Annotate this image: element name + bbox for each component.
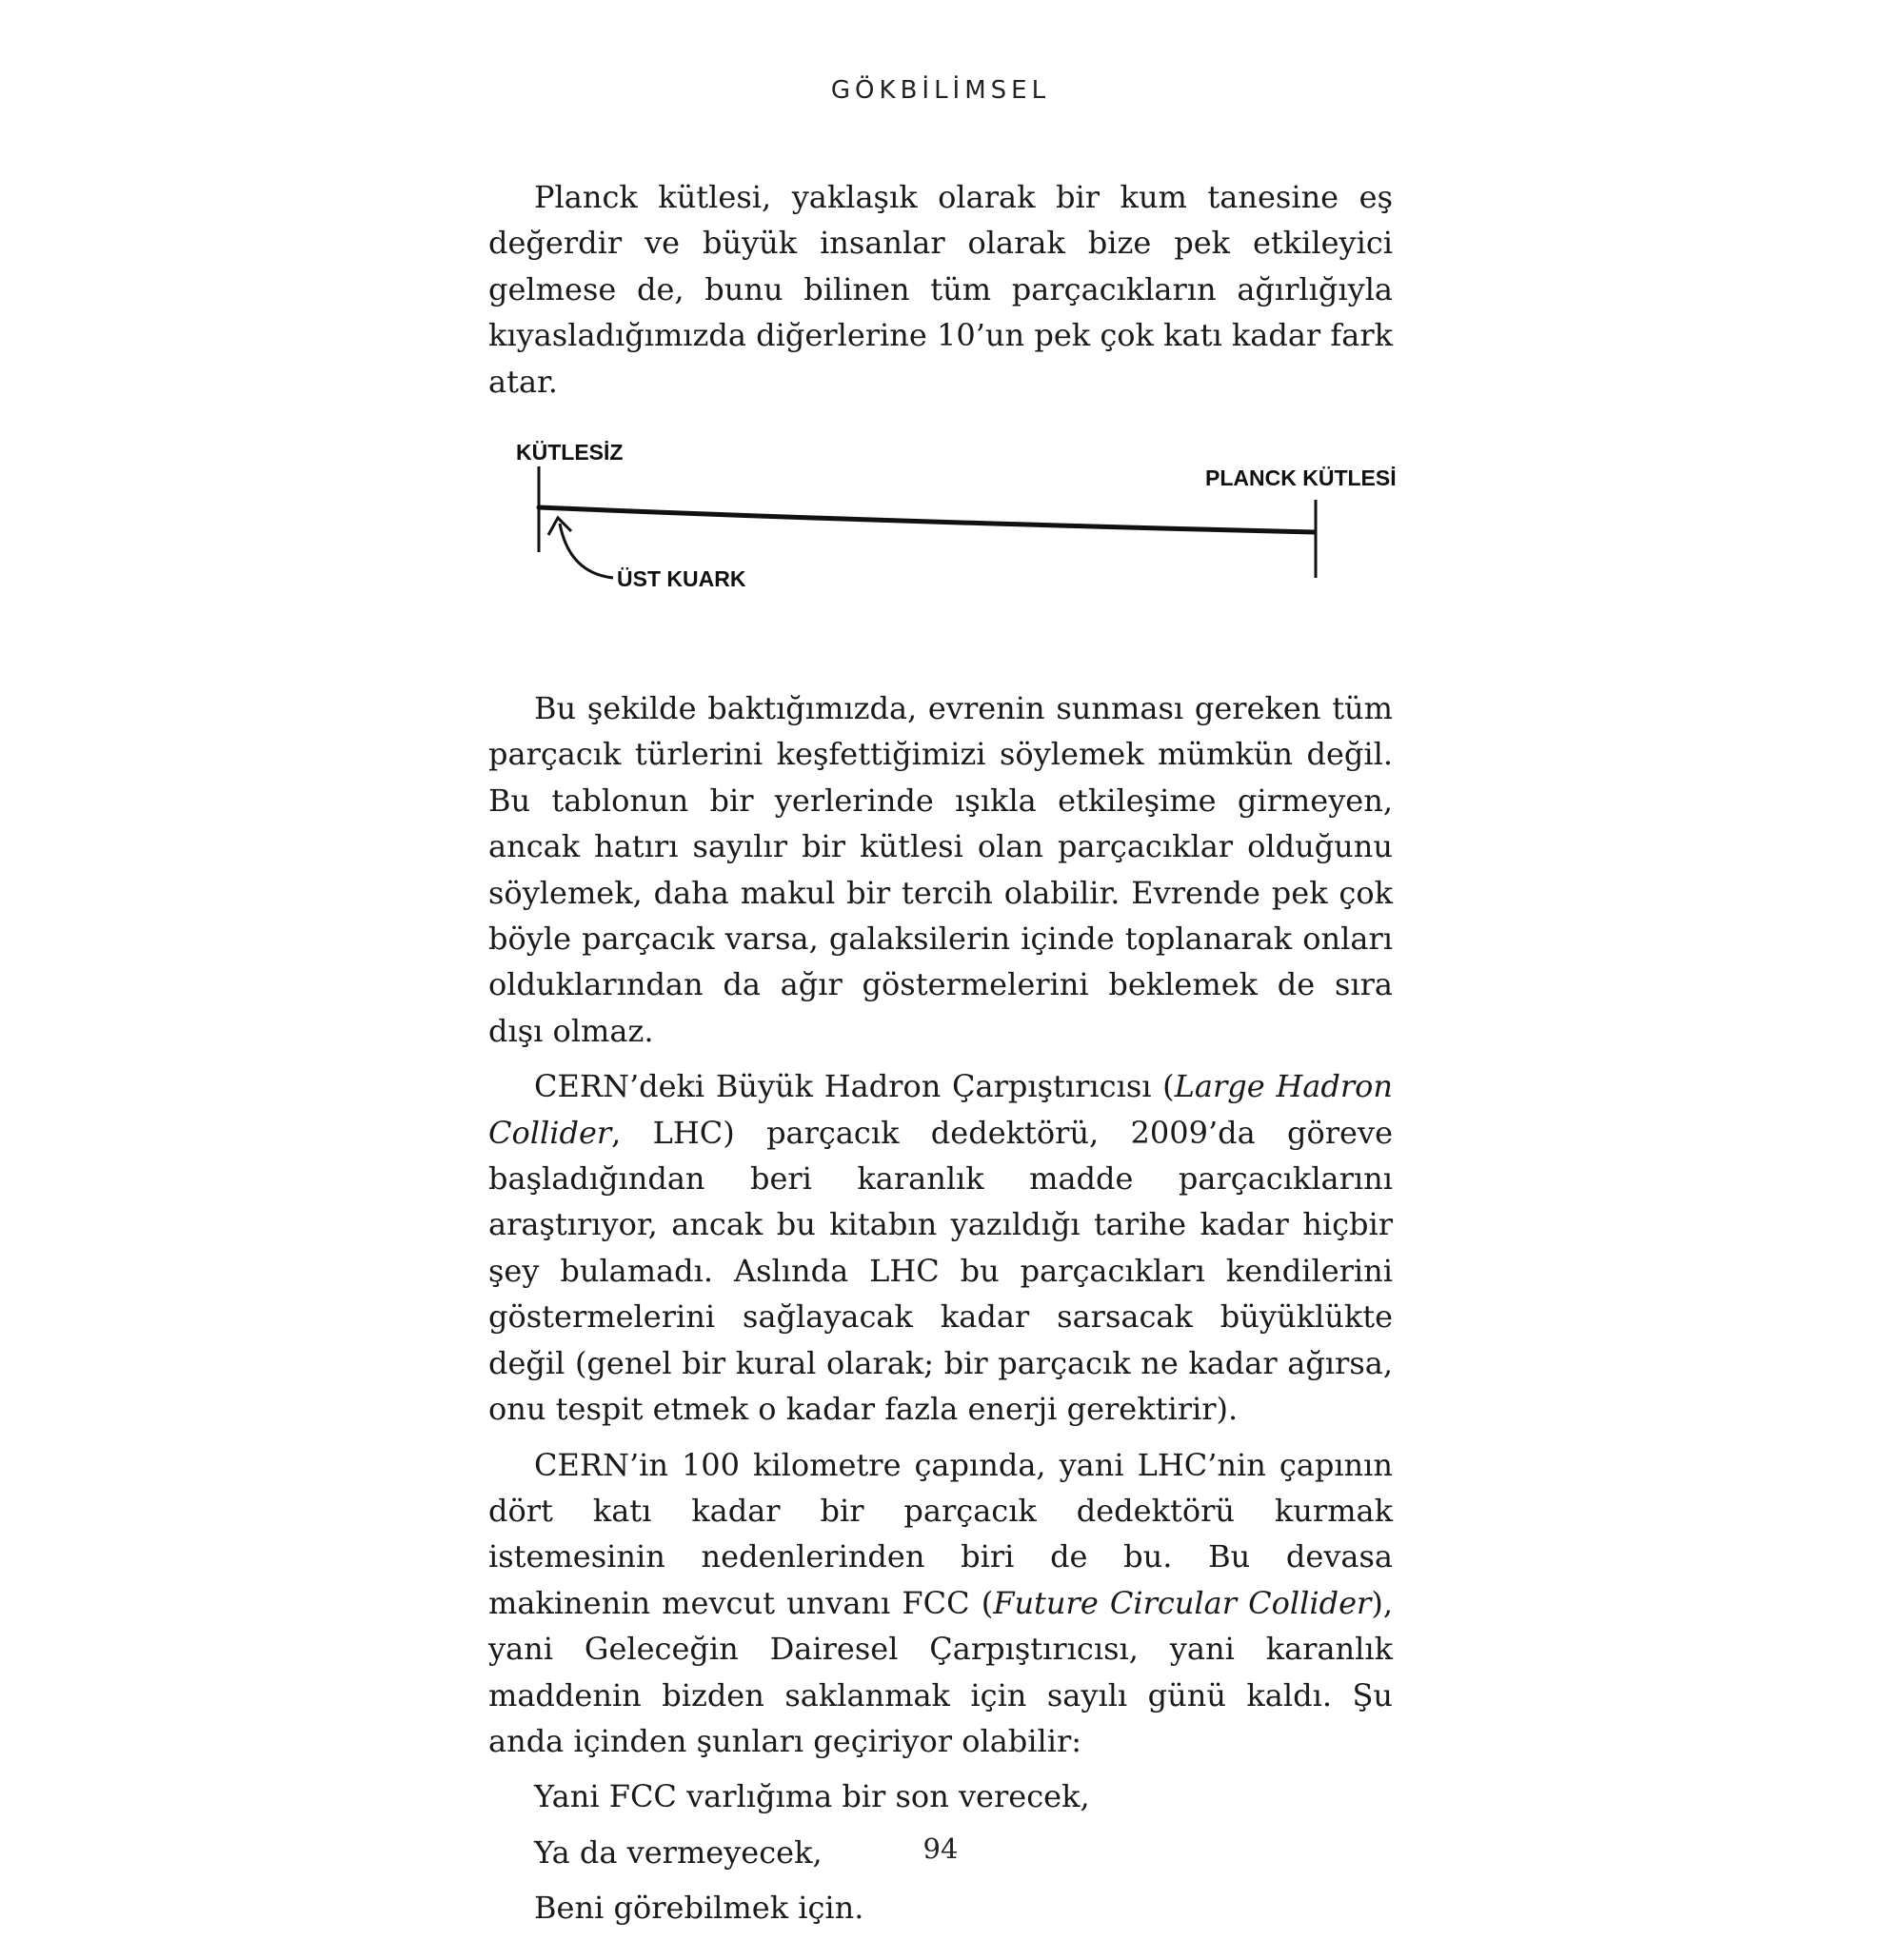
verse-line: Beni görebilmek için. <box>534 1890 864 1927</box>
lhc-italic-name: Large Hadron Collider <box>488 1068 1394 1151</box>
verse-line: Yani FCC varlığıma bir son verecek, <box>534 1778 1090 1815</box>
fcc-text-start: CERN’in 100 kilometre çapında, yani LHC’nin çapının dört katı kadar bir parçacık dedektörü kurmak istemesinin nedenlerinden biri de bu. Bu devasa makinenin mevcut unvanı FCC ( <box>488 1446 1393 1621</box>
paragraph-lhc <box>488 1063 1393 1432</box>
label-massless: KÜTLESİZ <box>516 440 624 465</box>
text-block-main <box>488 685 1393 1941</box>
text-block-top <box>488 174 1393 414</box>
verse-line: Ya da vermeyecek, <box>534 1833 823 1871</box>
mass-scale-diagram <box>495 428 1409 619</box>
lhc-text-start: CERN’deki Büyük Hadron Çarpıştırıcısı ( <box>534 1068 1175 1105</box>
top-quark-pointer-arrow <box>560 524 613 578</box>
fcc-text-end: ), yani Geleceğin Dairesel Çarpıştırıcısı, yani karanlık maddenin bizden saklanmak için sayılı günü kaldı. Şu anda içinden şunları geçiriyor olabilir: <box>488 1584 1394 1759</box>
page-number: 94 <box>922 1832 959 1865</box>
lhc-text-end: , LHC) parçacık dedektörü, 2009’da göreve başladığından beri karanlık madde parçacıklarını araştırıyor, ancak bu kitabın yazıldığı tarihe kadar hiçbir şey bulamadı. Aslında LHC bu parçacıkları kendilerini göstermelerini sağlayacak kadar sarsacak büyüklükte değil (genel bir kural olarak; bir parçacık ne kadar ağırsa, onu tespit etmek o kadar fazla enerji gerektirir). <box>488 1114 1393 1428</box>
label-top-quark: ÜST KUARK <box>617 566 746 591</box>
label-planck-mass: PLANCK KÜTLESİ <box>1205 465 1397 490</box>
running-head: GÖKBİLİMSEL <box>830 76 1051 105</box>
mass-scale-line <box>539 507 1314 532</box>
mass-scale-figure <box>495 428 1409 619</box>
fcc-italic-name: Future Circular Collider <box>993 1584 1372 1621</box>
paragraph-planck-mass: Planck kütlesi, yaklaşık olarak bir kum tanesine eş değerdir ve büyük insanlar olarak bize pek etkileyici gelmese de, bunu bilinen tüm parçacıkların ağırlığıyla kıyasladığımızda diğerlerine 10’un pek çok katı kadar fark atar. <box>488 179 1393 400</box>
paragraph-particle-types: Bu şekilde baktığımızda, evrenin sunması gereken tüm parçacık türlerini keşfettiğimizi söylemek mümkün değil. Bu tablonun bir yerlerinde ışıkla etkileşime girmeyen, ancak hatırı sayılır bir kütlesi olan parçacıklar olduğunu söylemek, daha makul bir tercih olabilir. Evrende pek çok böyle parçacık varsa, galaksilerin içinde toplanarak onları olduklarından da ağır göstermelerini beklemek de sıra dışı olmaz. <box>488 690 1393 1049</box>
paragraph-fcc <box>488 1442 1393 1765</box>
